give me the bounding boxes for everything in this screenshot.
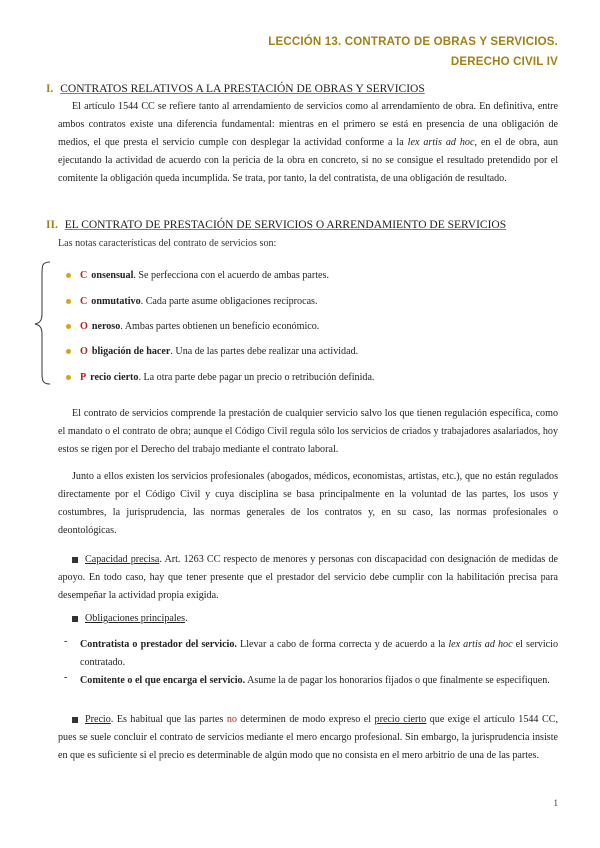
bullet-precio-cierto bbox=[66, 372, 374, 383]
obligacion-term: Comitente o el que encarga el servicio. bbox=[80, 675, 246, 686]
precio-text: determinen de modo expreso el bbox=[236, 714, 375, 725]
page-number: 1 bbox=[553, 798, 558, 808]
obligacion-text: Llevar a cabo de forma correcta y de acuerdo a la bbox=[236, 639, 449, 650]
bullet-dot-icon bbox=[66, 349, 71, 354]
section-1-title: CONTRATOS RELATIVOS A LA PRESTACIÓN DE OBRAS Y SERVICIOS bbox=[60, 83, 425, 95]
section-2-title: EL CONTRATO DE PRESTACIÓN DE SERVICIOS O ARRENDAMIENTO DE SERVICIOS bbox=[64, 219, 507, 231]
obligacion-text: Asume la de pagar los honorarios fijados o que finalmente se especifiquen. bbox=[245, 675, 550, 686]
document-header-subject: DERECHO CIVIL IV bbox=[450, 56, 558, 68]
dash-icon: - bbox=[64, 672, 68, 683]
section-2-intro: Las notas características del contrato de servicios son: bbox=[58, 238, 277, 249]
precio-no-highlight: no bbox=[226, 714, 237, 725]
bullet-consensual bbox=[66, 270, 329, 281]
bullet-text: . Una de las partes debe realizar una actividad. bbox=[170, 346, 359, 357]
bullet-term: onsensual bbox=[91, 270, 134, 281]
square-bullet-icon bbox=[72, 557, 78, 563]
section-2-number: II. bbox=[46, 219, 58, 231]
bullet-term: recio cierto bbox=[90, 372, 139, 383]
document-header-title: LECCIÓN 13. CONTRATO DE OBRAS Y SERVICIOS. bbox=[268, 36, 558, 48]
bullet-initial: C bbox=[80, 270, 88, 281]
bullet-term: onmutativo bbox=[91, 296, 141, 307]
capacidad-paragraph bbox=[58, 551, 558, 605]
lex-artis-italic: lex artis ad hoc bbox=[448, 639, 513, 650]
paragraph-text: , en el de obra, aun ejecutando la actividad de acuerdo con la pericia de la obra en concreto, si no se consigue el resultado pretendido por el comitente la obligación queda incumplida. Se trata, por tanto, la del contratista, de una obligación de resultado. bbox=[58, 137, 559, 184]
dash-icon: - bbox=[64, 636, 68, 647]
servicios-paragraph: El contrato de servicios comprende la prestación de cualquier servicio salvo los que tienen regulación específica, como el mandato o el contrato de obra; aunque el Código Civil regula sólo los servicios de criados y trabajadores asalariados, hoy estos se rigen por el Derecho del trabajo mediante el contrato laboral. bbox=[58, 408, 558, 455]
square-bullet-icon bbox=[72, 717, 78, 723]
capacidad-label: Capacidad precisa bbox=[85, 554, 160, 565]
obligacion-contratista bbox=[80, 636, 558, 672]
precio-paragraph bbox=[58, 711, 558, 765]
obligaciones-heading bbox=[58, 610, 558, 628]
bullet-initial: P bbox=[80, 372, 87, 383]
section-1-heading bbox=[46, 83, 425, 95]
profesionales-paragraph: Junto a ellos existen los servicios profesionales (abogados, médicos, economistas, artistas, etc.), que no están regulados directamente por el Código Civil y cuya disciplina se basa principalmente en la voluntad de las partes, los usos y costumbres, la jurisprudencia, las normas generales de los contratos y, en su caso, las normas profesionales o deontológicas. bbox=[58, 471, 558, 536]
bullet-text: . Se perfecciona con el acuerdo de ambas partes. bbox=[133, 270, 329, 281]
lex-artis-italic: lex artis ad hoc bbox=[407, 137, 475, 148]
obligaciones-suffix: . bbox=[185, 613, 188, 624]
bullet-initial: C bbox=[80, 296, 88, 307]
section-1-paragraph bbox=[58, 98, 558, 188]
bullet-dot-icon bbox=[66, 324, 71, 329]
bullet-term: bligación de hacer bbox=[91, 346, 171, 357]
section-2-heading bbox=[46, 219, 506, 231]
bullet-dot-icon bbox=[66, 273, 71, 278]
obligacion-text: el servicio contratado. bbox=[80, 639, 558, 668]
bullet-dot-icon bbox=[66, 375, 71, 380]
square-bullet-icon bbox=[72, 616, 78, 622]
precio-label: Precio bbox=[85, 714, 111, 725]
bullet-dot-icon bbox=[66, 299, 71, 304]
bullet-bracket bbox=[32, 260, 54, 386]
bullet-text: . Cada parte asume obligaciones recíprocas. bbox=[140, 296, 318, 307]
bullet-initial: O bbox=[80, 346, 88, 357]
bullet-text: . La otra parte debe pagar un precio o retribución definida. bbox=[138, 372, 375, 383]
precio-cierto-underlined: precio cierto bbox=[374, 714, 427, 725]
section-1-number: I. bbox=[46, 83, 54, 95]
obligacion-term: Contratista o prestador del servicio. bbox=[80, 639, 237, 650]
bullet-term: neroso bbox=[91, 321, 121, 332]
obligacion-comitente bbox=[80, 672, 558, 690]
paragraph-text: El artículo 1544 CC se refiere tanto al arrendamiento de servicios como al arrendamiento de obra. En definitiva, entre ambos contratos existe una diferencia fundamental: mientras en el primero se está en presencia de una obligación de medios, el que presta el servicio cumple con desplegar la actividad conforme a la bbox=[58, 101, 558, 148]
precio-text: . Es habitual que las partes bbox=[110, 714, 227, 725]
bullet-conmutativo bbox=[66, 296, 318, 307]
bullet-text: . Ambas partes obtienen un beneficio económico. bbox=[120, 321, 320, 332]
precio-text: que exige el artículo 1544 CC, pues se suele concluir el contrato de servicios mediante el mero encargo profesional. Sin embargo, la jurisprudencia insiste en que es suficiente si el precio es determinable de algún modo que no consista en el mero arbitrio de una de las partes. bbox=[58, 714, 558, 761]
capacidad-text: . Art. 1263 CC respecto de menores y personas con discapacidad con designación de medidas de apoyo. En todo caso, hay que tener presente que el prestador del servicio debe cumplir con la habilitación precisa para desempeñar la actividad propia exigida. bbox=[58, 554, 558, 601]
bullet-oneroso bbox=[66, 321, 319, 332]
bullet-obligacion-hacer bbox=[66, 346, 358, 357]
bullet-initial: O bbox=[80, 321, 88, 332]
obligaciones-label: Obligaciones principales bbox=[85, 613, 186, 624]
